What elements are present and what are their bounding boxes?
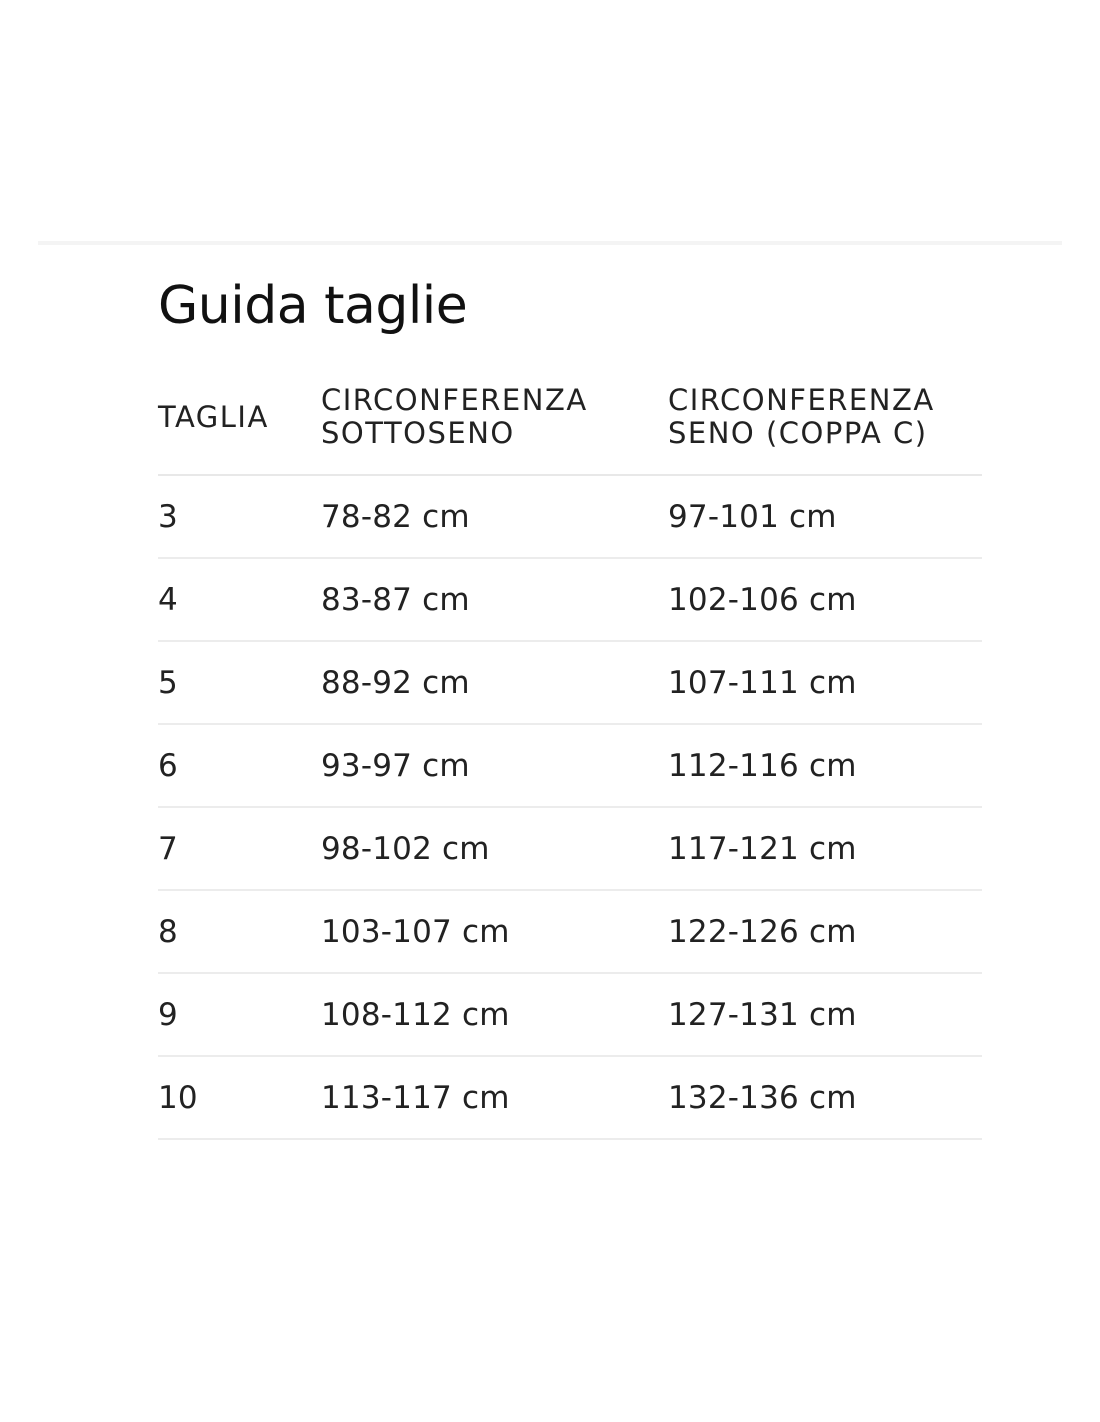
table-row (158, 1056, 982, 1139)
table-row (158, 807, 982, 890)
underbust-cell: 93-97 cm (321, 724, 668, 807)
header-line: CIRCONFERENZA (321, 383, 588, 417)
bust-cell: 117-121 cm (668, 807, 982, 890)
bust-cell: 132-136 cm (668, 1056, 982, 1139)
underbust-cell: 83-87 cm (321, 558, 668, 641)
header-line: CIRCONFERENZA (668, 383, 935, 417)
table-row (158, 890, 982, 973)
header-line: TAGLIA (158, 399, 269, 434)
table-header-row (158, 360, 982, 475)
table-row (158, 641, 982, 724)
underbust-cell: 103-107 cm (321, 890, 668, 973)
bust-cell: 97-101 cm (668, 475, 982, 558)
size-cell: 7 (158, 807, 321, 890)
underbust-cell: 98-102 cm (321, 807, 668, 890)
size-table (158, 360, 982, 1140)
underbust-cell: 88-92 cm (321, 641, 668, 724)
size-cell: 10 (158, 1056, 321, 1139)
underbust-cell: 113-117 cm (321, 1056, 668, 1139)
size-cell: 3 (158, 475, 321, 558)
top-divider (38, 241, 1062, 245)
bust-cell: 127-131 cm (668, 973, 982, 1056)
header-sottoseno (321, 360, 668, 475)
underbust-cell: 78-82 cm (321, 475, 668, 558)
page-title: Guida taglie (158, 276, 468, 336)
size-cell: 5 (158, 641, 321, 724)
header-line: SOTTOSENO (321, 416, 515, 450)
table-row (158, 558, 982, 641)
bust-cell: 122-126 cm (668, 890, 982, 973)
table-row (158, 475, 982, 558)
bust-cell: 102-106 cm (668, 558, 982, 641)
table-row (158, 724, 982, 807)
size-cell: 4 (158, 558, 321, 641)
bust-cell: 112-116 cm (668, 724, 982, 807)
size-guide (158, 270, 982, 1140)
underbust-cell: 108-112 cm (321, 973, 668, 1056)
header-seno (668, 360, 982, 475)
bust-cell: 107-111 cm (668, 641, 982, 724)
header-taglia (158, 360, 321, 475)
header-line: SENO (COPPA C) (668, 416, 928, 450)
size-cell: 8 (158, 890, 321, 973)
size-cell: 6 (158, 724, 321, 807)
table-row (158, 973, 982, 1056)
size-cell: 9 (158, 973, 321, 1056)
